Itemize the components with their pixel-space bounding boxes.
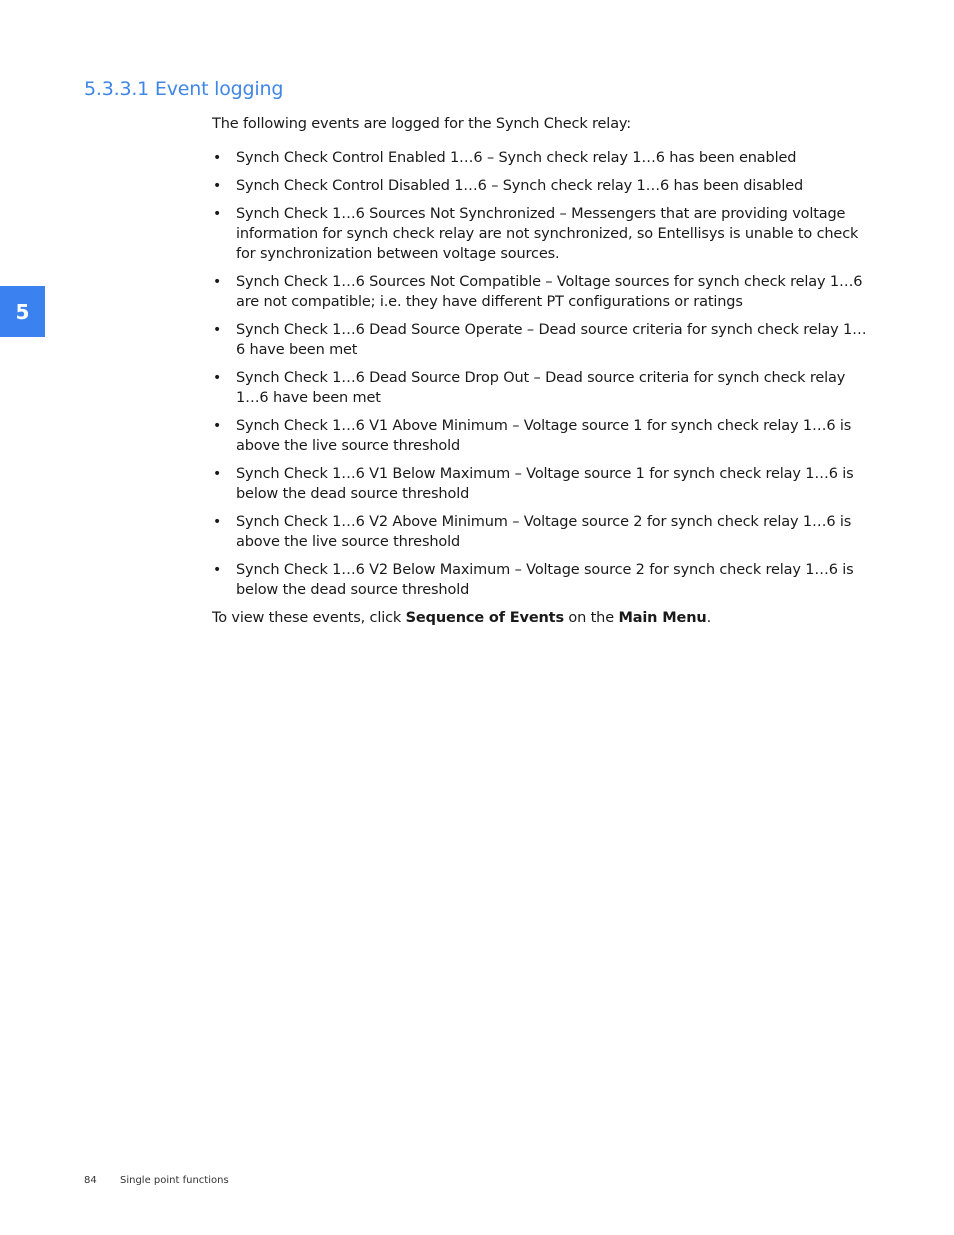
section-heading: 5.3.3.1 Event logging xyxy=(84,78,284,100)
list-item-text: Synch Check 1…6 V1 Above Minimum – Voltage source 1 for synch check relay 1…6 is above the live source threshold xyxy=(236,418,852,454)
bullet-icon: • xyxy=(213,418,222,434)
page-number: 84 xyxy=(84,1175,97,1186)
intro-paragraph: The following events are logged for the Synch Check relay: xyxy=(212,116,632,132)
bullet-icon: • xyxy=(213,562,222,578)
bullet-icon: • xyxy=(213,322,222,338)
bullet-icon: • xyxy=(213,178,222,194)
bullet-icon: • xyxy=(213,370,222,386)
outro-prefix: To view these events, click xyxy=(212,610,406,626)
list-item-text: Synch Check Control Disabled 1…6 – Synch check relay 1…6 has been disabled xyxy=(236,178,804,194)
main-content xyxy=(212,114,872,628)
list-item-text: Synch Check Control Enabled 1…6 – Synch check relay 1…6 has been enabled xyxy=(236,150,797,166)
bullet-icon: • xyxy=(213,150,222,166)
list-item-text: Synch Check 1…6 Sources Not Compatible – Voltage sources for synch check relay 1…6 are not compatible; i.e. they have different PT configurations or ratings xyxy=(236,274,863,310)
main-menu-reference: Main Menu xyxy=(618,610,707,626)
list-item-text: Synch Check 1…6 Dead Source Drop Out – Dead source criteria for synch check relay 1…6 have been met xyxy=(236,370,846,406)
bullet-icon: • xyxy=(213,274,222,290)
list-item xyxy=(212,204,872,264)
sequence-of-events-reference: Sequence of Events xyxy=(405,610,564,626)
list-item xyxy=(212,176,872,196)
bullet-icon: • xyxy=(213,514,222,530)
footer-section-title: Single point functions xyxy=(120,1175,229,1186)
outro-suffix: . xyxy=(706,610,712,626)
outro-middle: on the xyxy=(563,610,619,626)
list-item-text: Synch Check 1…6 V2 Above Minimum – Voltage source 2 for synch check relay 1…6 is above the live source threshold xyxy=(236,514,852,550)
list-item xyxy=(212,416,872,456)
list-item-text: Synch Check 1…6 V1 Below Maximum – Voltage source 1 for synch check relay 1…6 is below the dead source threshold xyxy=(236,466,854,502)
chapter-tab: 5 xyxy=(0,286,45,337)
page-footer xyxy=(84,1175,229,1186)
list-item xyxy=(212,272,872,312)
bullet-icon: • xyxy=(213,466,222,482)
list-item xyxy=(212,560,872,600)
list-item-text: Synch Check 1…6 V2 Below Maximum – Voltage source 2 for synch check relay 1…6 is below the dead source threshold xyxy=(236,562,854,598)
list-item xyxy=(212,368,872,408)
list-item xyxy=(212,464,872,504)
outro-paragraph xyxy=(212,608,872,628)
list-item xyxy=(212,512,872,552)
list-item xyxy=(212,148,872,168)
list-item-text: Synch Check 1…6 Dead Source Operate – Dead source criteria for synch check relay 1…6 have been met xyxy=(236,322,867,358)
list-item-text: Synch Check 1…6 Sources Not Synchronized – Messengers that are providing voltage information for synch check relay are not synchronized, so Entellisys is unable to check for synchronization between voltage sources. xyxy=(236,206,859,262)
list-item xyxy=(212,320,872,360)
bullet-icon: • xyxy=(213,206,222,222)
event-list xyxy=(212,148,872,600)
